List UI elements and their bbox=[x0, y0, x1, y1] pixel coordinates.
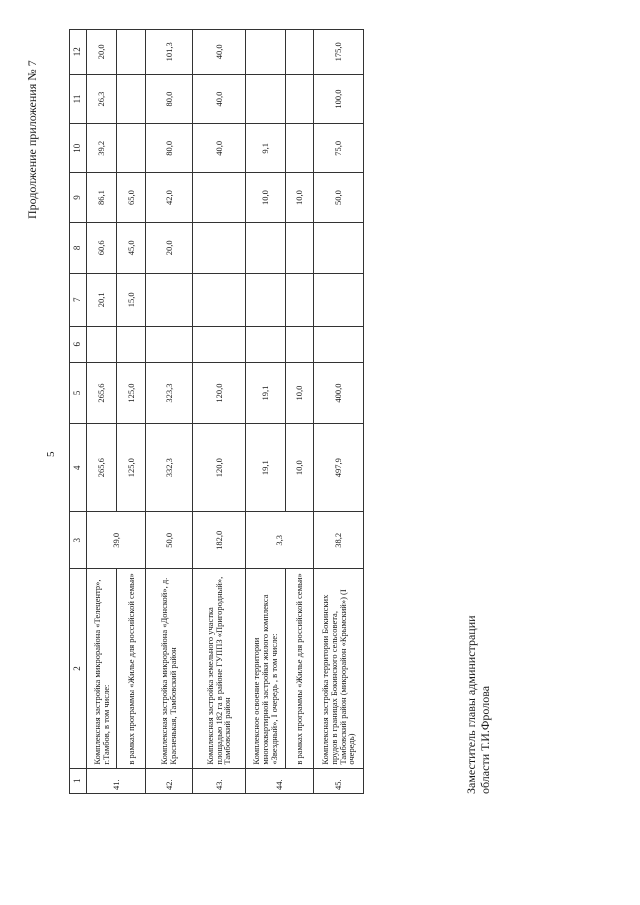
row-description: Комплексная застройка территории Бокинских прудов в границах Бокинского сельсовета, Тамбовский район (микрорайон «Крымский») (I очередь) bbox=[314, 569, 364, 768]
cell-col4: 332,3 bbox=[146, 424, 193, 512]
cell-col10: 39,2 bbox=[87, 124, 117, 173]
row-description: в рамках программы «Жилье для российской семьи» bbox=[117, 569, 146, 768]
cell-col9: 86,1 bbox=[87, 173, 117, 223]
cell-col8: 60,6 bbox=[87, 222, 117, 273]
signature-name: области Т.И.Фролова bbox=[477, 685, 492, 794]
cell-col5: 125,0 bbox=[117, 362, 146, 423]
row-description: Комплексная застройка микрорайона «Донской», д. Красненькая, Тамбовский район bbox=[146, 569, 193, 768]
cell-col3: 50,0 bbox=[146, 512, 193, 569]
cell-col7 bbox=[193, 273, 246, 326]
cell-col9: 42,0 bbox=[146, 173, 193, 223]
cell-col8 bbox=[193, 222, 246, 273]
cell-col9: 10,0 bbox=[246, 173, 286, 223]
cell-col11 bbox=[286, 74, 314, 124]
row-number: 41. bbox=[87, 768, 146, 793]
cell-col6 bbox=[286, 326, 314, 362]
cell-col7 bbox=[146, 273, 193, 326]
cell-col8 bbox=[314, 222, 364, 273]
appendix-continuation-note: Продолжение приложения № 7 bbox=[25, 60, 39, 219]
table-header-row bbox=[70, 30, 87, 794]
cell-col11: 40,0 bbox=[193, 74, 246, 124]
table-row bbox=[87, 30, 117, 794]
cell-col10: 9,1 bbox=[246, 124, 286, 173]
row-description: Комплексная застройка земельного участка площадью 182 га в районе ГУППЗ «Пригородный», Тамбовский район bbox=[193, 569, 246, 768]
cell-col5: 120,0 bbox=[193, 362, 246, 423]
column-header: 6 bbox=[70, 326, 87, 362]
table-row bbox=[286, 30, 314, 794]
cell-col7 bbox=[314, 273, 364, 326]
cell-col12: 40,0 bbox=[193, 30, 246, 75]
cell-col7 bbox=[286, 273, 314, 326]
cell-col7: 15,0 bbox=[117, 273, 146, 326]
cell-col12: 101,3 bbox=[146, 30, 193, 75]
cell-col5: 19,1 bbox=[246, 362, 286, 423]
column-header: 1 bbox=[70, 768, 87, 793]
cell-col6 bbox=[314, 326, 364, 362]
cell-col4: 497,9 bbox=[314, 424, 364, 512]
cell-col4: 19,1 bbox=[246, 424, 286, 512]
program-table bbox=[69, 29, 364, 794]
cell-col12: 175,0 bbox=[314, 30, 364, 75]
cell-col9: 50,0 bbox=[314, 173, 364, 223]
cell-col11: 100,0 bbox=[314, 74, 364, 124]
cell-col11 bbox=[117, 74, 146, 124]
signature-block bbox=[465, 615, 493, 794]
cell-col5: 400,0 bbox=[314, 362, 364, 423]
cell-col8 bbox=[286, 222, 314, 273]
table-row bbox=[146, 30, 193, 794]
table-row bbox=[117, 30, 146, 794]
cell-col3: 182,0 bbox=[193, 512, 246, 569]
cell-col6 bbox=[193, 326, 246, 362]
row-number: 42. bbox=[146, 768, 193, 793]
cell-col11: 26,3 bbox=[87, 74, 117, 124]
cell-col3: 3,3 bbox=[246, 512, 314, 569]
table-row bbox=[246, 30, 286, 794]
column-header: 11 bbox=[70, 74, 87, 124]
cell-col8: 45,0 bbox=[117, 222, 146, 273]
cell-col9 bbox=[193, 173, 246, 223]
cell-col12 bbox=[246, 30, 286, 75]
cell-col5: 10,0 bbox=[286, 362, 314, 423]
cell-col7: 20,1 bbox=[87, 273, 117, 326]
cell-col4: 10,0 bbox=[286, 424, 314, 512]
column-header: 7 bbox=[70, 273, 87, 326]
row-description: в рамках программы «Жилье для российской семьи» bbox=[286, 569, 314, 768]
row-number: 44. bbox=[246, 768, 314, 793]
column-header: 12 bbox=[70, 30, 87, 75]
cell-col12: 20,0 bbox=[87, 30, 117, 75]
cell-col3: 38,2 bbox=[314, 512, 364, 569]
cell-col3: 39,0 bbox=[87, 512, 146, 569]
cell-col9: 10,0 bbox=[286, 173, 314, 223]
column-header: 2 bbox=[70, 569, 87, 768]
row-description: Комплексное освоение территории многоквартирной застройки жилого комплекса «Звездный», I очередь , в том числе: bbox=[246, 569, 286, 768]
cell-col8: 20,0 bbox=[146, 222, 193, 273]
column-header: 10 bbox=[70, 124, 87, 173]
column-header: 8 bbox=[70, 222, 87, 273]
cell-col10 bbox=[286, 124, 314, 173]
cell-col4: 125,0 bbox=[117, 424, 146, 512]
table-row bbox=[314, 30, 364, 794]
row-number: 43. bbox=[193, 768, 246, 793]
cell-col6 bbox=[246, 326, 286, 362]
cell-col4: 120,0 bbox=[193, 424, 246, 512]
cell-col9: 65,0 bbox=[117, 173, 146, 223]
cell-col5: 323,3 bbox=[146, 362, 193, 423]
cell-col10: 75,0 bbox=[314, 124, 364, 173]
column-header: 3 bbox=[70, 512, 87, 569]
cell-col10: 40,0 bbox=[193, 124, 246, 173]
row-number: 45. bbox=[314, 768, 364, 793]
cell-col6 bbox=[117, 326, 146, 362]
cell-col7 bbox=[246, 273, 286, 326]
column-header: 9 bbox=[70, 173, 87, 223]
cell-col5: 265,6 bbox=[87, 362, 117, 423]
cell-col6 bbox=[146, 326, 193, 362]
cell-col8 bbox=[246, 222, 286, 273]
cell-col10 bbox=[117, 124, 146, 173]
cell-col4: 265,6 bbox=[87, 424, 117, 512]
cell-col11 bbox=[246, 74, 286, 124]
column-header: 5 bbox=[70, 362, 87, 423]
signature-title: Заместитель главы администрации bbox=[464, 615, 478, 794]
cell-col12 bbox=[286, 30, 314, 75]
cell-col12 bbox=[117, 30, 146, 75]
cell-col11: 80,0 bbox=[146, 74, 193, 124]
page-number: 5 bbox=[45, 451, 57, 457]
row-description: Комплексная застройка микрорайона «Телецентр», г.Тамбов, в том числе: bbox=[87, 569, 117, 768]
column-header: 4 bbox=[70, 424, 87, 512]
cell-col10: 80,0 bbox=[146, 124, 193, 173]
cell-col6 bbox=[87, 326, 117, 362]
table-row bbox=[193, 30, 246, 794]
